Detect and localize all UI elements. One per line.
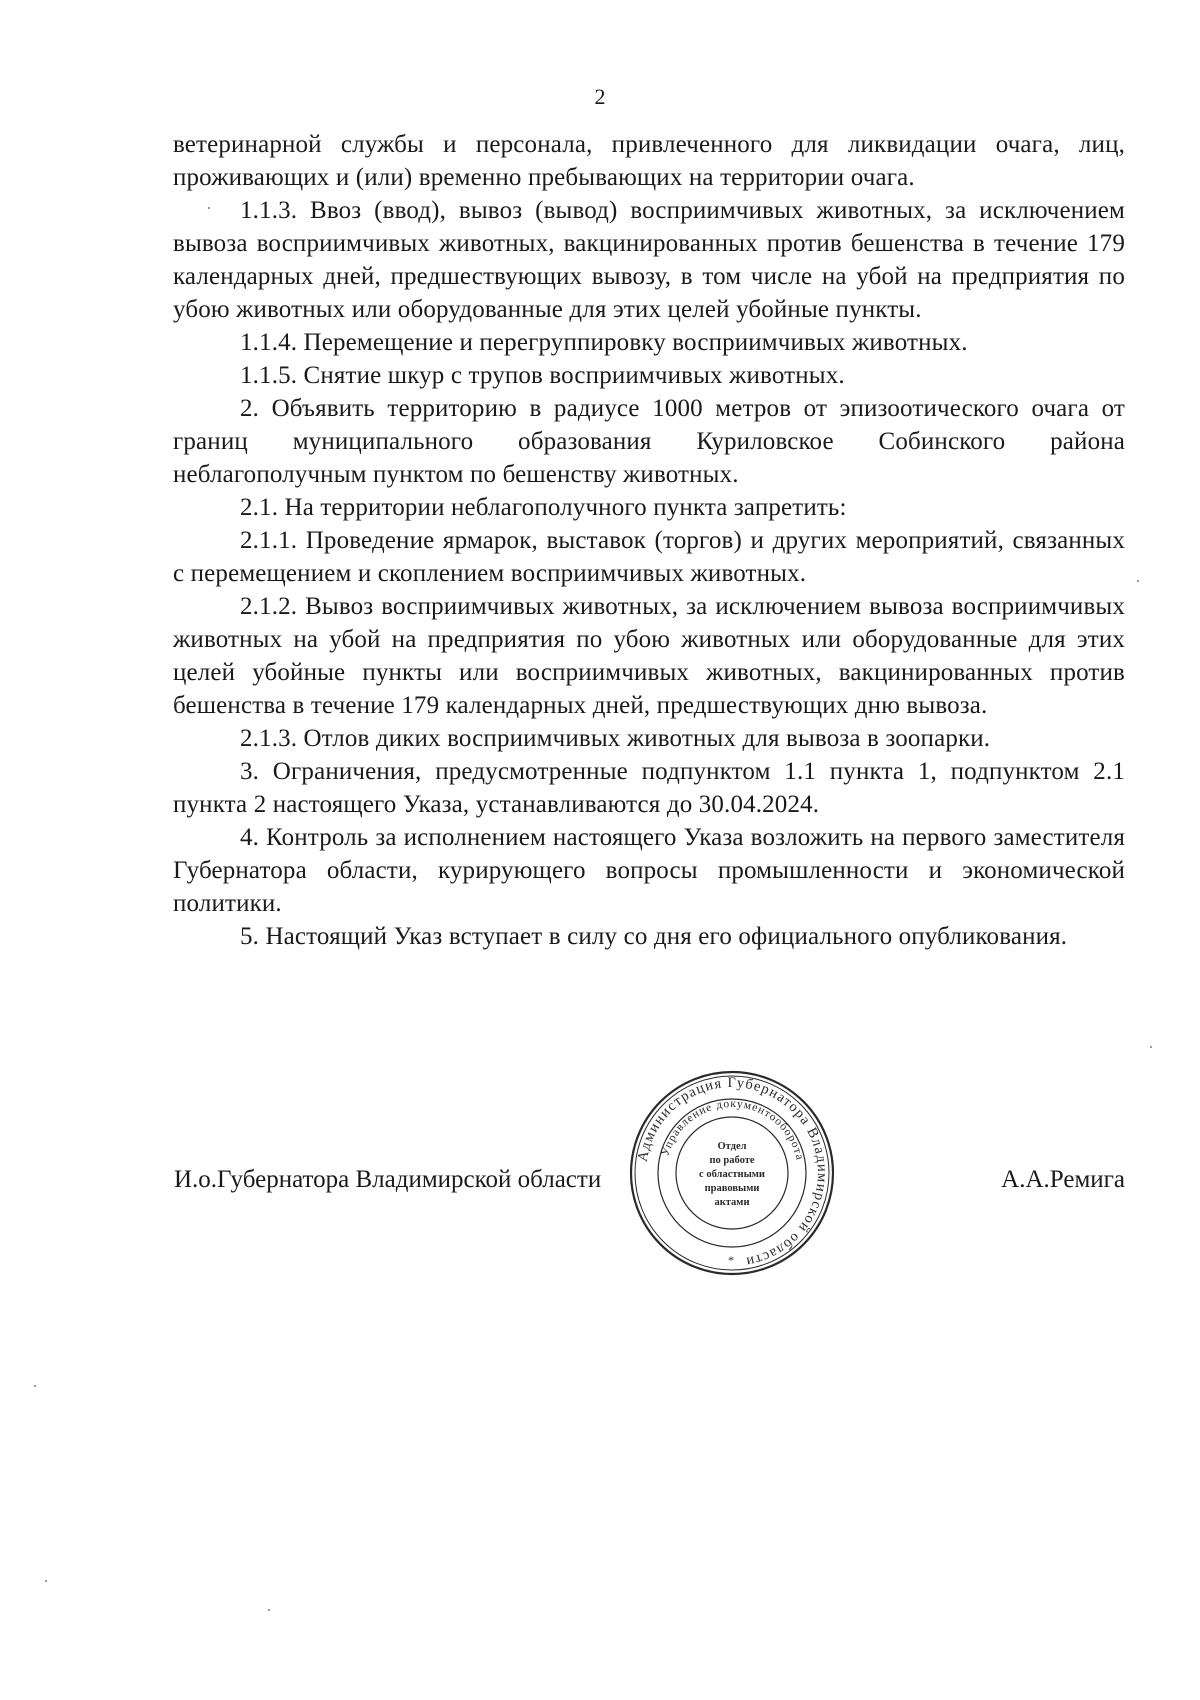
body-paragraph: 1.1.5. Снятие шкур с трупов восприимчивых животных. [240, 362, 845, 389]
stamp-center-line: Отдел [717, 1141, 747, 1152]
document-body [173, 128, 1125, 953]
stamp-center-line: по работе [709, 1155, 755, 1166]
official-stamp [627, 1068, 837, 1278]
stamp-star-icon: * [728, 1253, 734, 1267]
body-paragraph: 1.1.4. Перемещение и перегруппировку восприимчивых животных. [240, 329, 968, 356]
body-paragraph: 2.1. На территории неблагополучного пункта запретить: [240, 494, 847, 521]
stamp-center-line: правовыми [704, 1183, 760, 1194]
body-paragraph: 2.1.1. Проведение ярмарок, выставок (торгов) и других мероприятий, связанных с перемещением и скоплением восприимчивых животных. [173, 527, 1125, 587]
body-paragraph: ветеринарной службы и персонала, привлеченного для ликвидации очага, лиц, проживающих и (или) временно пребывающих на территории очага. [173, 131, 1125, 191]
scan-speck [1150, 1046, 1152, 1048]
page-number: 2 [594, 84, 606, 109]
stamp-center-line: актами [714, 1197, 750, 1208]
scan-speck [268, 1609, 270, 1611]
body-paragraph: 4. Контроль за исполнением настоящего Указа возложить на первого заместителя Губернатора области, курирующего вопросы промышленности и экономической политики. [173, 824, 1125, 917]
body-paragraph: 2.1.2. Вывоз восприимчивых животных, за исключением вывоза восприимчивых животных на убой на предприятия по убою животных или оборудованные для этих целей убойные пункты или восприимчивых животных, вакцинированных против бешенства в течение 179 календарных дней, предшествующих дню вывоза. [173, 593, 1125, 719]
body-paragraph: 2. Объявить территорию в радиусе 1000 метров от эпизоотического очага от границ муниципального образования Куриловское Собинского района неблагополучным пунктом по бешенству животных. [173, 395, 1125, 488]
stamp-inner-textpath: Управление документооборота [659, 1097, 806, 1162]
stamp-outer-textpath: Администрация Губернатора Владимирской области [634, 1074, 831, 1270]
body-paragraph: 2.1.3. Отлов диких восприимчивых животных для вывоза в зоопарки. [240, 725, 991, 752]
stamp-center-line: с областными [699, 1169, 765, 1180]
body-paragraph: 1.1.3. Ввоз (ввод), вывоз (вывод) восприимчивых животных, за исключением вывоза восприимчивых животных, вакцинированных против бешенства в течение 179 календарных дней, предшествующих вывозу, в том числе на убой на предприятия по убою животных или оборудованные для этих целей убойные пункты. [173, 197, 1125, 323]
scan-speck [208, 207, 210, 209]
signatory-title: И.о.Губернатора Владимирской области [174, 1166, 602, 1193]
body-paragraph: 5. Настоящий Указ вступает в силу со дня его официального опубликования. [240, 923, 1068, 950]
scan-speck [34, 1385, 36, 1387]
scan-speck [1137, 580, 1139, 582]
signatory-name: А.А.Ремига [1001, 1166, 1125, 1193]
body-paragraph: 3. Ограничения, предусмотренные подпунктом 1.1 пункта 1, подпунктом 2.1 пункта 2 настоящего Указа, устанавливаются до 30.04.2024. [173, 758, 1125, 818]
scan-speck [45, 1580, 47, 1582]
